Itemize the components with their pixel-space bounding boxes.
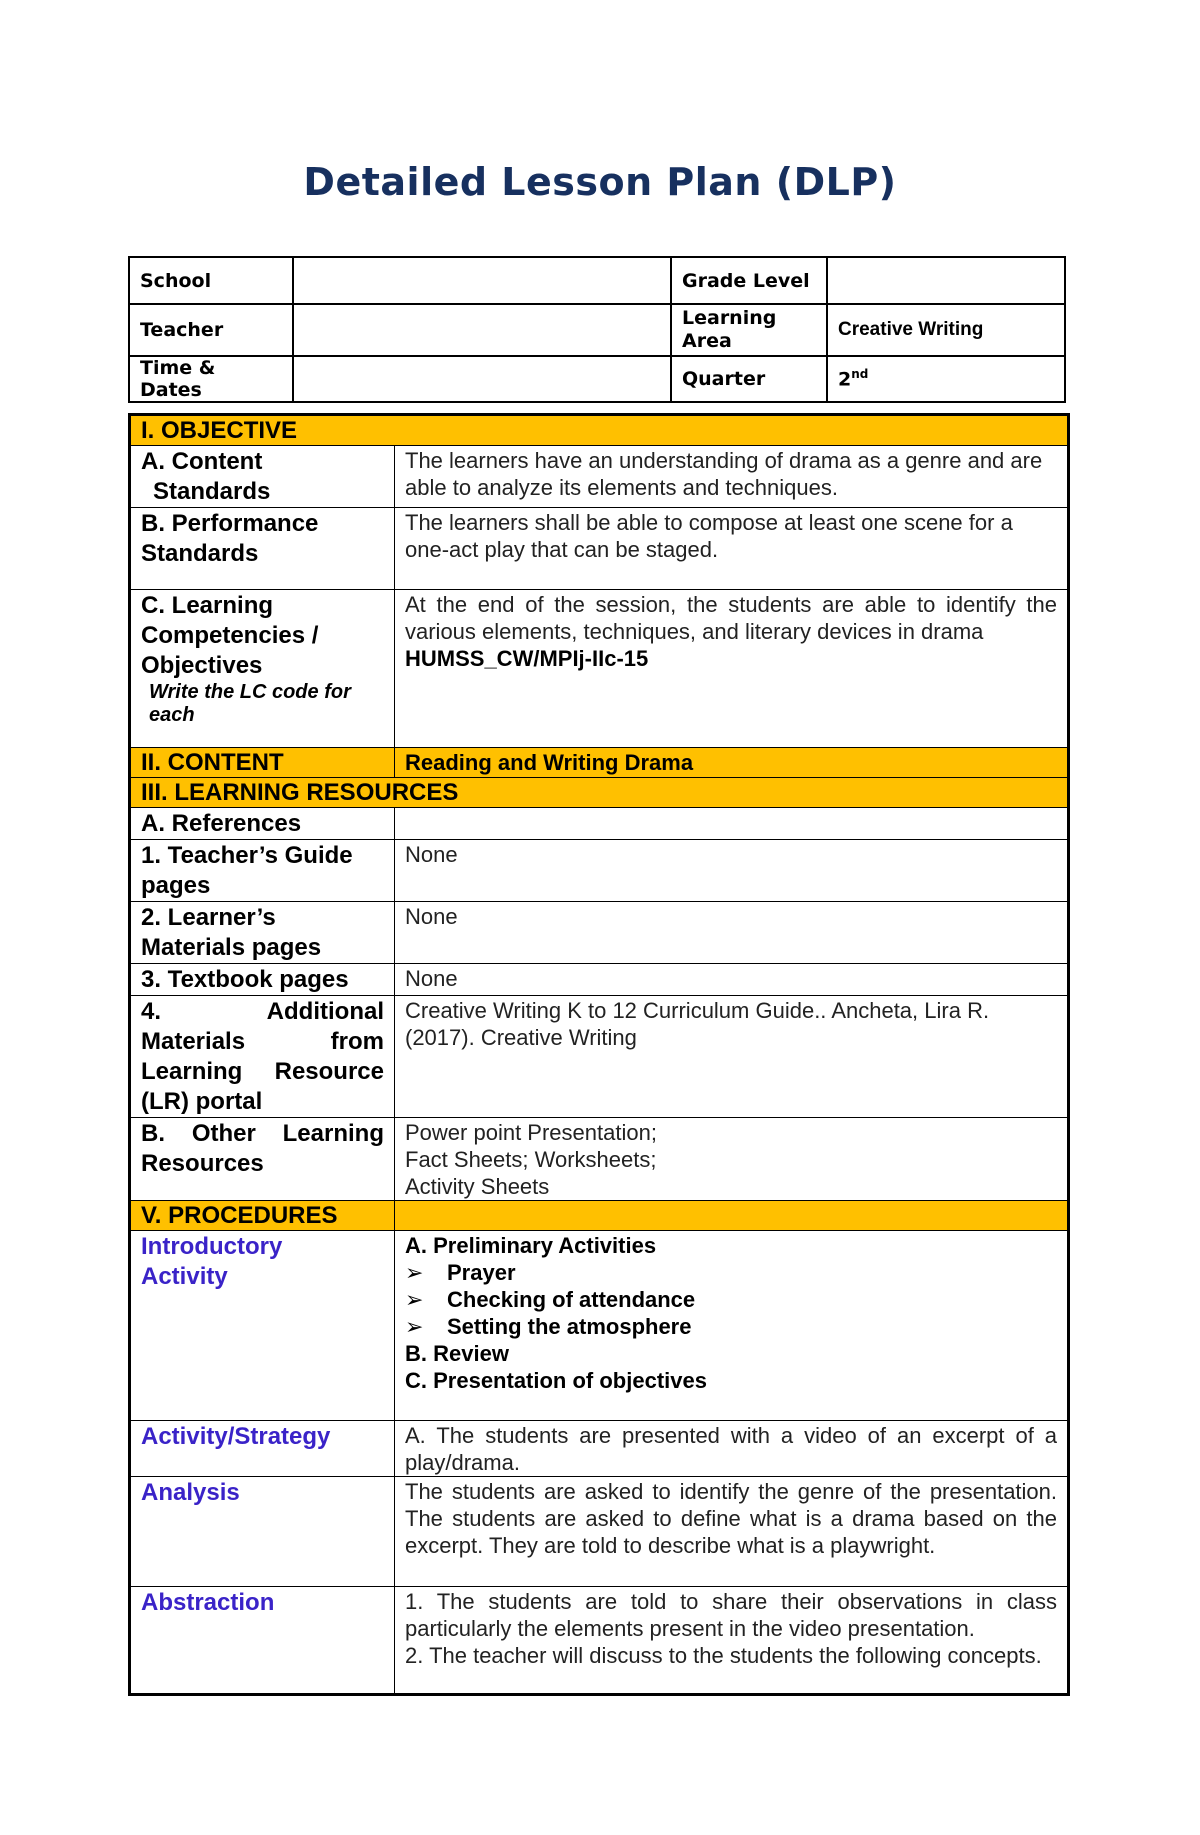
other-label-1a: B. — [141, 1120, 165, 1147]
learners-materials-label — [130, 902, 395, 964]
performance-standards-text: The learners shall be able to compose at least one scene for a one-act play that can be staged. — [395, 508, 1069, 590]
performance-standards-label-line2: Standards — [141, 540, 259, 567]
textbook-pages-value: None — [395, 964, 1069, 996]
additional-label-3b: Resource — [274, 1058, 384, 1085]
teachers-guide-label — [130, 840, 395, 902]
intro-label-line2: Activity — [141, 1263, 228, 1290]
content-section-header: II. CONTENT — [130, 748, 395, 778]
abstraction-text-1: 1. The students are told to share their observations in class particularly the elements present in the video presentation. — [405, 1589, 1058, 1641]
review: B. Review — [405, 1341, 509, 1366]
teacher-value — [293, 304, 671, 356]
competencies-text: At the end of the session, the students are able to identify the various elements, techniques, and literary devices in drama — [405, 592, 1058, 644]
performance-standards-label-line1: B. Performance — [141, 510, 319, 537]
other-resources-value — [395, 1118, 1069, 1201]
introductory-activity-label — [130, 1231, 395, 1421]
abstraction-text-2: 2. The teacher will discuss to the students the following concepts. — [405, 1643, 1042, 1668]
intro-label-line1: Introductory — [141, 1233, 283, 1260]
header-info-table — [128, 256, 1066, 403]
learners-materials-label-line1: 2. Learner’s — [141, 904, 276, 931]
other-label-1b: Other — [191, 1120, 256, 1147]
procedures-section-blank — [395, 1201, 1069, 1231]
time-dates-label: Time & Dates — [129, 356, 293, 402]
analysis-text: The students are asked to identify the genre of the presentation. The students are asked to define what is a drama based on the excerpt. They are told to describe what is a playwright. — [395, 1477, 1069, 1587]
additional-label-3a: Learning — [141, 1058, 243, 1085]
learning-area-label-line1: Learning — [682, 307, 777, 329]
bullet-prayer — [405, 1259, 1057, 1286]
textbook-pages-label: 3. Textbook pages — [130, 964, 395, 996]
learners-materials-label-line2: Materials pages — [141, 934, 322, 961]
other-value-3: Activity Sheets — [405, 1174, 550, 1199]
competencies-label-line3: Objectives — [141, 652, 263, 679]
content-standards-label-line1: A. Content — [141, 448, 263, 475]
resources-section-header: III. LEARNING RESOURCES — [130, 778, 1069, 808]
abstraction-text-cell — [395, 1587, 1069, 1695]
teachers-guide-label-line1: 1. Teacher’s Guide — [141, 842, 353, 869]
arrow-bullet-icon: ➢ — [405, 1314, 424, 1339]
quarter-label: Quarter — [671, 356, 827, 402]
content-value: Reading and Writing Drama — [395, 748, 1069, 778]
competencies-label-line1: C. Learning — [141, 592, 274, 619]
preliminary-activities: A. Preliminary Activities — [405, 1233, 657, 1258]
other-resources-label — [130, 1118, 395, 1201]
grade-level-label: Grade Level — [671, 257, 827, 304]
time-dates-value — [293, 356, 671, 402]
content-standards-text: The learners have an understanding of drama as a genre and are able to analyze its elements and techniques. — [395, 446, 1069, 508]
learners-materials-value: None — [395, 902, 1069, 964]
grade-level-value — [827, 257, 1065, 304]
bullet-prayer-text: Prayer — [447, 1260, 516, 1285]
page-title: Detailed Lesson Plan (DLP) — [303, 160, 897, 204]
additional-materials-value: Creative Writing K to 12 Curriculum Guide.. Ancheta, Lira R. (2017). Creative Writing — [395, 996, 1069, 1118]
other-value-2: Fact Sheets; Worksheets; — [405, 1147, 657, 1172]
additional-label-2a: Materials — [141, 1028, 246, 1055]
abstraction-label: Abstraction — [130, 1587, 395, 1695]
presentation-of-objectives: C. Presentation of objectives — [405, 1368, 707, 1393]
quarter-number: 2 — [838, 368, 852, 391]
competencies-label — [130, 590, 395, 748]
performance-standards-label — [130, 508, 395, 590]
additional-label-2b: from — [330, 1028, 384, 1055]
bullet-atmosphere — [405, 1313, 1057, 1340]
introductory-activity-content — [395, 1231, 1069, 1421]
school-label: School — [129, 257, 293, 304]
arrow-bullet-icon: ➢ — [405, 1287, 424, 1312]
competencies-label-line2: Competencies / — [141, 622, 319, 649]
procedures-section-header: V. PROCEDURES — [130, 1201, 395, 1231]
other-value-1: Power point Presentation; — [405, 1120, 657, 1145]
school-value — [293, 257, 671, 304]
lesson-plan-table — [128, 413, 1070, 1696]
content-standards-label-line2: Standards — [153, 478, 271, 505]
arrow-bullet-icon: ➢ — [405, 1260, 424, 1285]
additional-label-1a: 4. — [141, 998, 162, 1025]
other-label-2: Resources — [141, 1150, 264, 1177]
teacher-label: Teacher — [129, 304, 293, 356]
teachers-guide-value: None — [395, 840, 1069, 902]
teachers-guide-label-line2: pages — [141, 872, 211, 899]
competencies-code: HUMSS_CW/MPIj-IIc-15 — [405, 646, 649, 671]
analysis-label: Analysis — [130, 1477, 395, 1587]
learning-area-value: Creative Writing — [827, 304, 1065, 356]
activity-strategy-label: Activity/Strategy — [130, 1421, 395, 1477]
competencies-note: Write the LC code for each — [149, 681, 351, 726]
additional-label-4: (LR) portal — [141, 1088, 263, 1115]
learning-area-label-line2: Area — [682, 330, 732, 352]
references-value — [395, 808, 1069, 840]
references-label: A. References — [130, 808, 395, 840]
bullet-attendance-text: Checking of attendance — [447, 1287, 696, 1312]
activity-strategy-text: A. The students are presented with a video of an excerpt of a play/drama. — [395, 1421, 1069, 1477]
other-label-1c: Learning — [282, 1120, 384, 1147]
bullet-atmosphere-text: Setting the atmosphere — [447, 1314, 692, 1339]
content-standards-label — [130, 446, 395, 508]
learning-area-label — [671, 304, 827, 356]
objective-section-header: I. OBJECTIVE — [130, 415, 1069, 446]
bullet-attendance — [405, 1286, 1057, 1313]
competencies-text-cell — [395, 590, 1069, 748]
quarter-value — [827, 356, 1065, 402]
additional-materials-label — [130, 996, 395, 1118]
additional-label-1b: Additional — [266, 998, 384, 1025]
quarter-suffix: nd — [851, 367, 869, 382]
